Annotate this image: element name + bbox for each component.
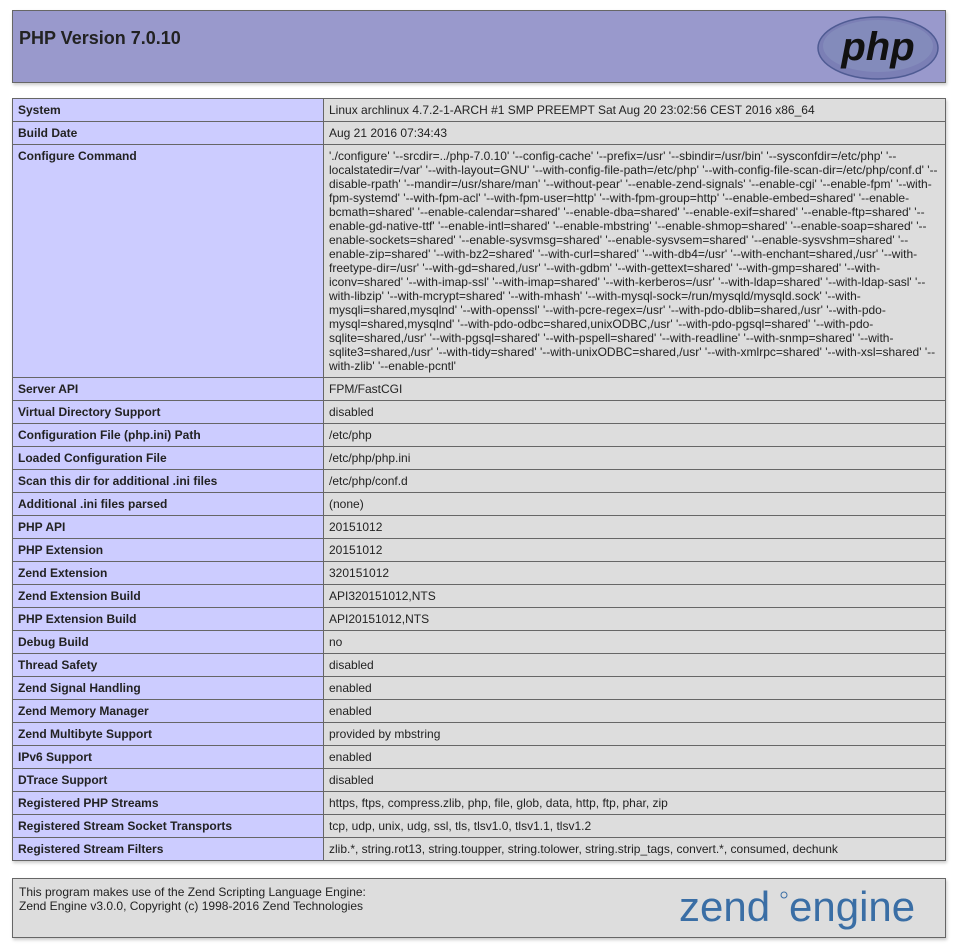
table-row xyxy=(13,516,946,539)
row-value: disabled xyxy=(324,401,946,424)
row-value: 320151012 xyxy=(324,562,946,585)
zend-logo-word-1: zend xyxy=(679,883,771,930)
table-row xyxy=(13,145,946,378)
zend-engine-logo xyxy=(679,881,939,938)
footer-line-1: This program makes use of the Zend Scripting Language Engine: xyxy=(19,885,366,899)
row-value: FPM/FastCGI xyxy=(324,378,946,401)
row-label: Loaded Configuration File xyxy=(13,447,324,470)
table-row xyxy=(13,401,946,424)
row-label: PHP Extension Build xyxy=(13,608,324,631)
row-label: Debug Build xyxy=(13,631,324,654)
row-value: https, ftps, compress.zlib, php, file, glob, data, http, ftp, phar, zip xyxy=(324,792,946,815)
row-value: './configure' '--srcdir=../php-7.0.10' '--config-cache' '--prefix=/usr' '--sbindir=/usr/bin' '--sysconfdir=/etc/php' '--localstatedir=/var' '--with-layout=GNU' '--with-config-file-path=/etc/php' '--with-config-file-scan-dir=/etc/php/conf.d' '--disable-rpath' '--mandir=/usr/share/man' '--without-pear' '--enable-zend-signals' '--enable-cgi' '--enable-fpm' '--with-fpm-systemd' '--with-fpm-acl' '--with-fpm-user=http' '--with-fpm-group=http' '--enable-embed=shared' '--enable-bcmath=shared' '--enable-calendar=shared' '--enable-dba=shared' '--enable-exif=shared' '--enable-ftp=shared' '--enable-gd-native-ttf' '--enable-intl=shared' '--enable-mbstring' '--enable-shmop=shared' '--enable-soap=shared' '--enable-sockets=shared' '--enable-sysvmsg=shared' '--enable-sysvsem=shared' '--enable-sysvshm=shared' '--enable-zip=shared' '--with-bz2=shared' '--with-curl=shared' '--with-db4=/usr' '--with-enchant=shared,/usr' '--with-freetype-dir=/usr' '--with-gd=shared,/usr' '--with-gdbm' '--with-gettext=shared' '--with-gmp=shared' '--with-iconv=shared' '--with-imap-ssl' '--with-imap=shared' '--with-kerberos=/usr' '--with-ldap=shared' '--with-ldap-sasl' '--with-libzip' '--with-mcrypt=shared' '--with-mhash' '--with-mysql-sock=/run/mysqld/mysqld.sock' '--with-mysqli=shared,mysqlnd' '--with-openssl' '--with-pcre-regex=/usr' '--with-pdo-dblib=shared,/usr' '--with-pdo-mysql=shared,mysqlnd' '--with-pdo-odbc=shared,unixODBC,/usr' '--with-pdo-pgsql=shared' '--with-pdo-sqlite=shared,/usr' '--with-pgsql=shared' '--with-pspell=shared' '--with-readline' '--with-snmp=shared' '--with-sqlite3=shared,/usr' '--with-tidy=shared' '--with-unixODBC=shared,/usr' '--with-xmlrpc=shared' '--with-xsl=shared' '--with-zlib' '--enable-pcntl' xyxy=(324,145,946,378)
row-label: DTrace Support xyxy=(13,769,324,792)
row-label: Zend Memory Manager xyxy=(13,700,324,723)
table-row xyxy=(13,769,946,792)
row-value: (none) xyxy=(324,493,946,516)
row-label: Server API xyxy=(13,378,324,401)
row-label: IPv6 Support xyxy=(13,746,324,769)
row-label: Configure Command xyxy=(13,145,324,378)
info-table-body xyxy=(13,99,946,861)
row-label: Build Date xyxy=(13,122,324,145)
row-value: API320151012,NTS xyxy=(324,585,946,608)
footer-line-2: Zend Engine v3.0.0, Copyright (c) 1998-2016 Zend Technologies xyxy=(19,899,363,913)
php-info-table xyxy=(12,98,946,861)
table-row xyxy=(13,700,946,723)
row-label: Configuration File (php.ini) Path xyxy=(13,424,324,447)
table-row xyxy=(13,585,946,608)
table-row xyxy=(13,723,946,746)
row-label: Scan this dir for additional .ini files xyxy=(13,470,324,493)
table-row xyxy=(13,746,946,769)
table-row xyxy=(13,493,946,516)
php-logo-icon xyxy=(817,16,939,80)
row-label: Additional .ini files parsed xyxy=(13,493,324,516)
row-value: enabled xyxy=(324,700,946,723)
row-value: /etc/php xyxy=(324,424,946,447)
table-row xyxy=(13,631,946,654)
table-row xyxy=(13,378,946,401)
php-logo-text: php xyxy=(841,25,915,69)
table-row xyxy=(13,447,946,470)
row-value: Aug 21 2016 07:34:43 xyxy=(324,122,946,145)
table-row xyxy=(13,815,946,838)
row-label: Registered Stream Filters xyxy=(13,838,324,861)
row-label: System xyxy=(13,99,324,122)
table-row xyxy=(13,838,946,861)
row-value: /etc/php/conf.d xyxy=(324,470,946,493)
table-row xyxy=(13,608,946,631)
row-label: Virtual Directory Support xyxy=(13,401,324,424)
zend-logo-word-2: engine xyxy=(789,883,916,930)
zend-engine-logo-icon xyxy=(679,881,939,933)
table-row xyxy=(13,424,946,447)
php-logo xyxy=(817,16,939,85)
row-value: zlib.*, string.rot13, string.toupper, string.tolower, string.strip_tags, convert.*, consumed, dechunk xyxy=(324,838,946,861)
row-value: 20151012 xyxy=(324,516,946,539)
row-value: API20151012,NTS xyxy=(324,608,946,631)
row-label: Registered Stream Socket Transports xyxy=(13,815,324,838)
table-row xyxy=(13,654,946,677)
row-label: Zend Signal Handling xyxy=(13,677,324,700)
table-row xyxy=(13,122,946,145)
row-value: /etc/php/php.ini xyxy=(324,447,946,470)
row-value: Linux archlinux 4.7.2-1-ARCH #1 SMP PREEMPT Sat Aug 20 23:02:56 CEST 2016 x86_64 xyxy=(324,99,946,122)
row-value: disabled xyxy=(324,654,946,677)
registered-mark-icon xyxy=(781,892,787,898)
table-row xyxy=(13,99,946,122)
row-label: Thread Safety xyxy=(13,654,324,677)
row-value: disabled xyxy=(324,769,946,792)
php-version-header xyxy=(12,10,946,83)
table-row xyxy=(13,677,946,700)
row-value: no xyxy=(324,631,946,654)
row-label: Zend Extension xyxy=(13,562,324,585)
row-value: enabled xyxy=(324,746,946,769)
footer-text xyxy=(19,885,366,913)
table-row xyxy=(13,539,946,562)
row-value: enabled xyxy=(324,677,946,700)
row-label: PHP API xyxy=(13,516,324,539)
table-row xyxy=(13,562,946,585)
row-label: Zend Extension Build xyxy=(13,585,324,608)
zend-engine-footer xyxy=(12,878,946,938)
row-value: 20151012 xyxy=(324,539,946,562)
row-label: Zend Multibyte Support xyxy=(13,723,324,746)
row-label: PHP Extension xyxy=(13,539,324,562)
page-title: PHP Version 7.0.10 xyxy=(19,28,181,48)
row-value: tcp, udp, unix, udg, ssl, tls, tlsv1.0, tlsv1.1, tlsv1.2 xyxy=(324,815,946,838)
table-row xyxy=(13,470,946,493)
row-value: provided by mbstring xyxy=(324,723,946,746)
row-label: Registered PHP Streams xyxy=(13,792,324,815)
table-row xyxy=(13,792,946,815)
